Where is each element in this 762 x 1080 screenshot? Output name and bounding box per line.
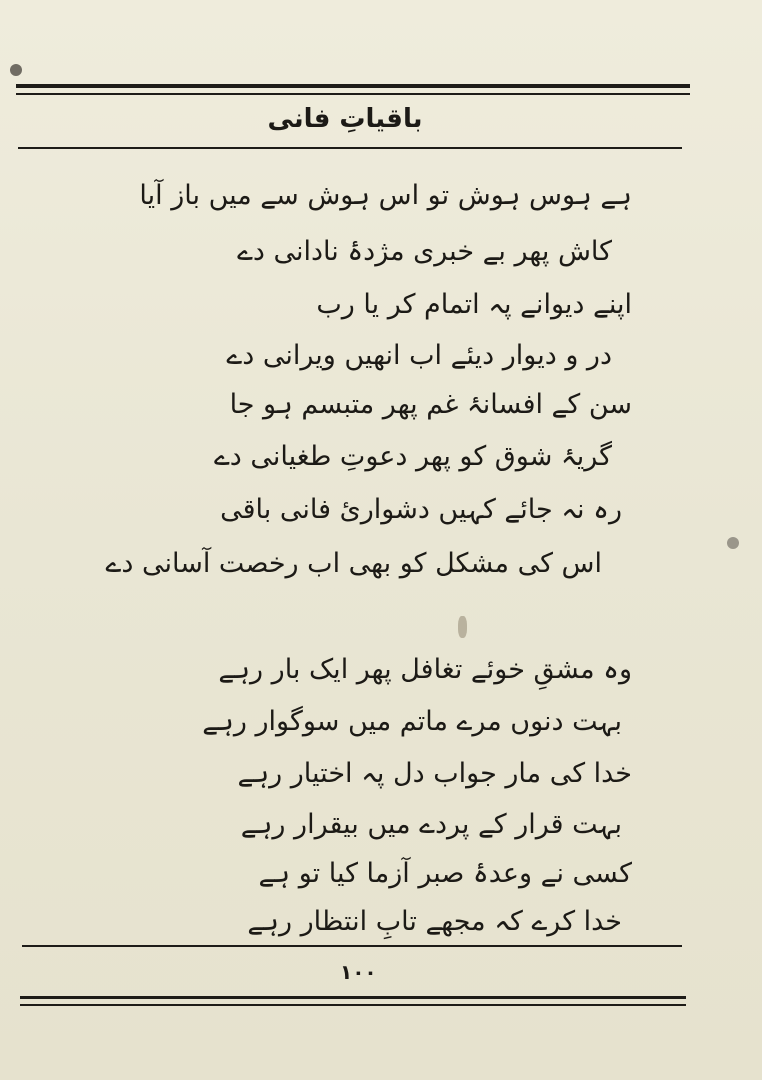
verse-line: کاش پھر بے خبری مژدۂ نادانی دے [237, 236, 612, 267]
verse-line: سن کے افسانۂ غم پھر متبسم ہو جا [229, 389, 632, 420]
verse-line: اس کی مشکل کو بھی اب رخصت آسانی دے [105, 548, 602, 579]
verse-line: در و دیوار دیئے اب انھیں ویرانی دے [226, 340, 612, 371]
verse-line: خدا کی مار جواب دل پہ اختیار رہے [237, 758, 632, 789]
verse-line: خدا کرے کہ مجھے تابِ انتظار رہے [247, 906, 622, 937]
page-number: ۱۰۰ [340, 960, 377, 984]
header-rule [18, 147, 682, 149]
verse-line: اپنے دیوانے پہ اتمام کر یا رب [316, 289, 632, 320]
page-header-title: باقیاتِ فانی [267, 104, 423, 134]
paper-stain [458, 616, 467, 638]
bottom-double-rule [20, 996, 686, 999]
verse-line: وہ مشقِ خوئے تغافل پھر ایک بار رہے [218, 654, 632, 685]
top-double-rule [16, 84, 690, 88]
ink-spot [727, 537, 739, 549]
ink-spot [10, 64, 22, 76]
verse-line: کسی نے وعدۂ صبر آزما کیا تو ہے [258, 858, 632, 889]
footer-rule [22, 945, 682, 947]
verse-line: گریۂ شوق کو پھر دعوتِ طغیانی دے [213, 441, 612, 472]
verse-line: بہت قرار کے پردے میں بیقرار رہے [240, 809, 622, 840]
verse-line: ہے ہوس ہوش تو اس ہوش سے میں باز آیا [139, 180, 632, 211]
verse-line: رہ نہ جائے کہیں دشواریٔ فانی باقی [220, 494, 622, 525]
verse-line: بہت دنوں مرے ماتم میں سوگوار رہے [202, 706, 622, 737]
bottom-double-rule-thin [20, 1004, 686, 1006]
top-double-rule-thin [16, 93, 690, 95]
